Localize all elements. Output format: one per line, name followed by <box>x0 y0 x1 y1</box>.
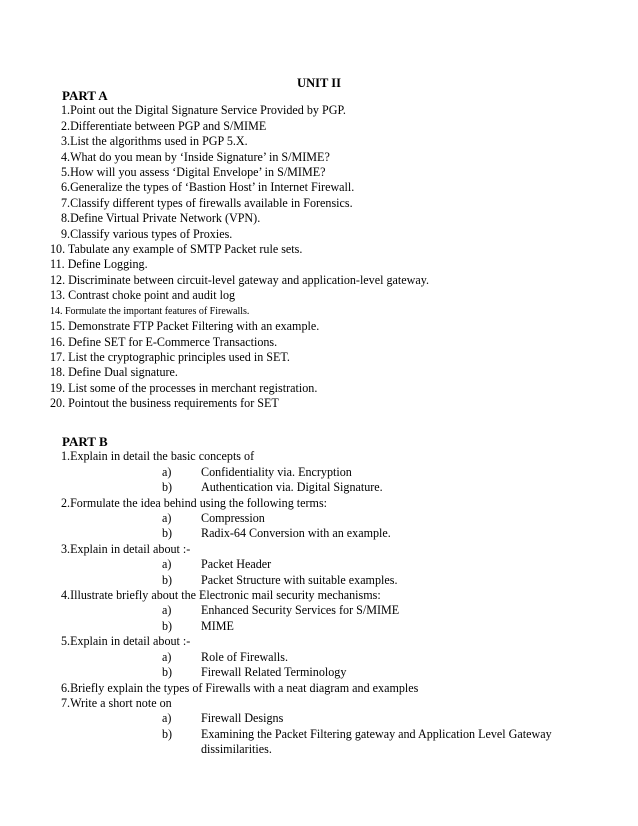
subitem-letter: a) <box>162 464 172 479</box>
part-a-question: 3.List the algorithms used in PGP 5.X. <box>61 134 248 149</box>
part-a-question: 8.Define Virtual Private Network (VPN). <box>61 211 261 226</box>
part-a-question: 19. List some of the processes in merchant registration. <box>50 380 318 395</box>
part-b-subitem <box>50 603 610 618</box>
part-b-question: 2.Formulate the idea behind using the following terms: <box>61 495 328 510</box>
subitem-text: MIME <box>201 618 234 633</box>
part-a-question: 15. Demonstrate FTP Packet Filtering with an example. <box>50 319 320 334</box>
part-a-section <box>50 88 610 412</box>
subitem-text: Role of Firewalls. <box>201 649 288 664</box>
subitem-letter: b) <box>162 480 173 495</box>
part-b-question: 7.Write a short note on <box>61 695 172 710</box>
part-a-question: 14. Formulate the important features of Firewalls. <box>50 305 250 317</box>
subitem-text: Packet Header <box>201 557 272 572</box>
subitem-letter: a) <box>162 603 172 618</box>
part-a-question: 17. List the cryptographic principles used in SET. <box>50 349 290 364</box>
part-b-subitem <box>50 665 610 680</box>
subitem-letter: b) <box>162 665 173 680</box>
part-b-heading: PART B <box>62 434 108 449</box>
part-a-question: 2.Differentiate between PGP and S/MIME <box>61 118 267 133</box>
subitem-text: Radix-64 Conversion with an example. <box>201 526 391 541</box>
part-a-question: 6.Generalize the types of ‘Bastion Host’ in Internet Firewall. <box>61 180 355 195</box>
part-b-question: 6.Briefly explain the types of Firewalls with a neat diagram and examples <box>61 680 419 695</box>
part-a-question: 10. Tabulate any example of SMTP Packet rule sets. <box>50 242 303 257</box>
subitem-letter: a) <box>162 557 172 572</box>
part-a-question: 12. Discriminate between circuit-level gateway and application-level gateway. <box>50 272 429 287</box>
part-b-subitem <box>50 511 610 526</box>
subitem-text: Enhanced Security Services for S/MIME <box>201 603 400 618</box>
part-a-heading: PART A <box>62 88 108 103</box>
subitem-letter: a) <box>162 649 172 664</box>
part-b-question: 4.Illustrate briefly about the Electronic mail security mechanisms: <box>61 588 381 603</box>
part-a-question: 16. Define SET for E-Commerce Transactions. <box>50 334 278 349</box>
subitem-letter: b) <box>162 726 173 741</box>
part-b-question: 1.Explain in detail the basic concepts of <box>61 449 255 464</box>
subitem-letter: a) <box>162 511 172 526</box>
part-b-subitem <box>50 557 610 572</box>
subitem-text: Firewall Related Terminology <box>201 665 347 680</box>
part-a-question: 20. Pointout the business requirements for SET <box>50 396 279 411</box>
part-b-subitem <box>50 650 610 665</box>
subitem-letter: a) <box>162 711 172 726</box>
part-b-subitem <box>50 526 610 541</box>
part-b-section <box>50 434 610 758</box>
subitem-letter: b) <box>162 618 173 633</box>
subitem-text: Examining the Packet Filtering gateway and Application Level Gateway dissimilarities. <box>201 726 552 757</box>
unit-title: UNIT II <box>297 76 341 90</box>
subitem-text: Firewall Designs <box>201 711 284 726</box>
part-a-question: 4.What do you mean by ‘Inside Signature’ in S/MIME? <box>61 149 330 164</box>
subitem-text: Compression <box>201 511 265 526</box>
subitem-letter: b) <box>162 572 173 587</box>
part-b-subitem <box>50 465 610 480</box>
part-b-subitem <box>50 619 610 634</box>
part-b-subitem <box>50 480 610 495</box>
part-b-question: 3.Explain in detail about :- <box>61 541 191 556</box>
subitem-letter: b) <box>162 526 173 541</box>
part-b-question: 5.Explain in detail about :- <box>61 634 191 649</box>
part-a-question: 13. Contrast choke point and audit log <box>50 288 236 303</box>
part-b-subitem <box>50 727 610 758</box>
part-b-subitem <box>50 711 610 726</box>
subitem-text: Authentication via. Digital Signature. <box>201 480 383 495</box>
subitem-text: Packet Structure with suitable examples. <box>201 572 398 587</box>
part-a-question: 7.Classify different types of firewalls available in Forensics. <box>61 195 353 210</box>
part-a-question: 9.Classify various types of Proxies. <box>61 226 233 241</box>
part-a-question: 5.How will you assess ‘Digital Envelope’ in S/MIME? <box>61 165 326 180</box>
part-a-question: 11. Define Logging. <box>50 257 148 272</box>
part-a-question: 1.Point out the Digital Signature Service Provided by PGP. <box>61 103 346 118</box>
part-a-question: 18. Define Dual signature. <box>50 365 178 380</box>
subitem-text: Confidentiality via. Encryption <box>201 464 352 479</box>
part-b-subitem <box>50 573 610 588</box>
